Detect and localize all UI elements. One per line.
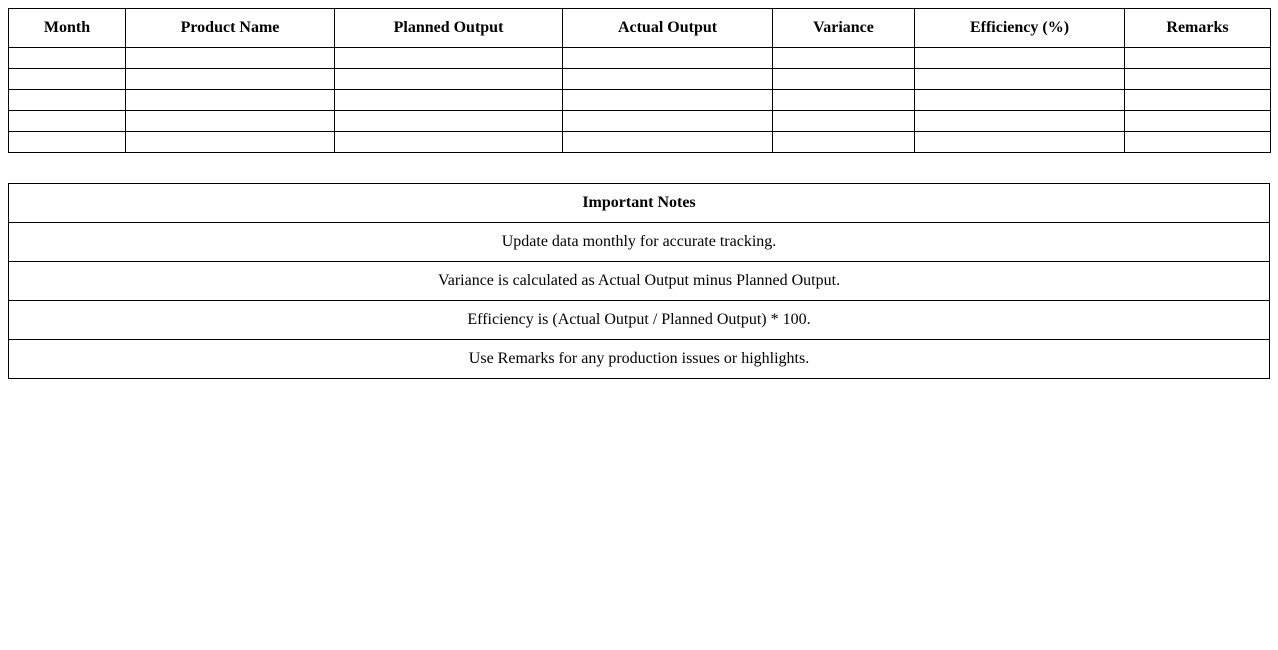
table-cell[interactable] xyxy=(563,111,773,132)
table-cell[interactable] xyxy=(335,69,563,90)
header-product-name: Product Name xyxy=(126,9,335,48)
page-content xyxy=(8,8,1270,379)
table-cell[interactable] xyxy=(915,90,1125,111)
table-cell[interactable] xyxy=(1125,69,1271,90)
table-cell[interactable] xyxy=(126,69,335,90)
header-variance: Variance xyxy=(773,9,915,48)
table-cell[interactable] xyxy=(126,48,335,69)
table-cell[interactable] xyxy=(915,111,1125,132)
table-cell[interactable] xyxy=(915,69,1125,90)
table-cell[interactable] xyxy=(335,111,563,132)
table-cell[interactable] xyxy=(9,90,126,111)
note-row xyxy=(9,340,1270,379)
table-cell[interactable] xyxy=(773,132,915,153)
note-item: Update data monthly for accurate tracking. xyxy=(9,223,1270,262)
note-row xyxy=(9,301,1270,340)
table-cell[interactable] xyxy=(335,48,563,69)
table-cell[interactable] xyxy=(1125,90,1271,111)
table-cell[interactable] xyxy=(915,48,1125,69)
table-cell[interactable] xyxy=(126,132,335,153)
table-cell[interactable] xyxy=(563,69,773,90)
table-cell[interactable] xyxy=(9,132,126,153)
table-cell[interactable] xyxy=(773,90,915,111)
table-cell[interactable] xyxy=(9,48,126,69)
notes-header-row xyxy=(9,184,1270,223)
notes-title: Important Notes xyxy=(9,184,1270,223)
note-row xyxy=(9,223,1270,262)
table-cell[interactable] xyxy=(563,90,773,111)
header-efficiency: Efficiency (%) xyxy=(915,9,1125,48)
table-cell[interactable] xyxy=(915,132,1125,153)
table-cell[interactable] xyxy=(9,111,126,132)
table-row xyxy=(9,132,1271,153)
table-cell[interactable] xyxy=(773,48,915,69)
note-item: Efficiency is (Actual Output / Planned Output) * 100. xyxy=(9,301,1270,340)
table-cell[interactable] xyxy=(126,111,335,132)
header-actual-output: Actual Output xyxy=(563,9,773,48)
production-table xyxy=(8,8,1271,153)
note-item: Use Remarks for any production issues or highlights. xyxy=(9,340,1270,379)
table-cell[interactable] xyxy=(9,69,126,90)
table-cell[interactable] xyxy=(563,132,773,153)
note-row xyxy=(9,262,1270,301)
table-cell[interactable] xyxy=(773,69,915,90)
table-row xyxy=(9,90,1271,111)
header-month: Month xyxy=(9,9,126,48)
table-row xyxy=(9,69,1271,90)
note-item: Variance is calculated as Actual Output minus Planned Output. xyxy=(9,262,1270,301)
notes-table xyxy=(8,183,1270,379)
header-planned-output: Planned Output xyxy=(335,9,563,48)
header-remarks: Remarks xyxy=(1125,9,1271,48)
table-cell[interactable] xyxy=(563,48,773,69)
table-cell[interactable] xyxy=(335,90,563,111)
table-cell[interactable] xyxy=(126,90,335,111)
table-row xyxy=(9,111,1271,132)
table-cell[interactable] xyxy=(773,111,915,132)
table-cell[interactable] xyxy=(1125,48,1271,69)
table-cell[interactable] xyxy=(1125,111,1271,132)
table-header-row xyxy=(9,9,1271,48)
table-row xyxy=(9,48,1271,69)
table-cell[interactable] xyxy=(1125,132,1271,153)
table-cell[interactable] xyxy=(335,132,563,153)
